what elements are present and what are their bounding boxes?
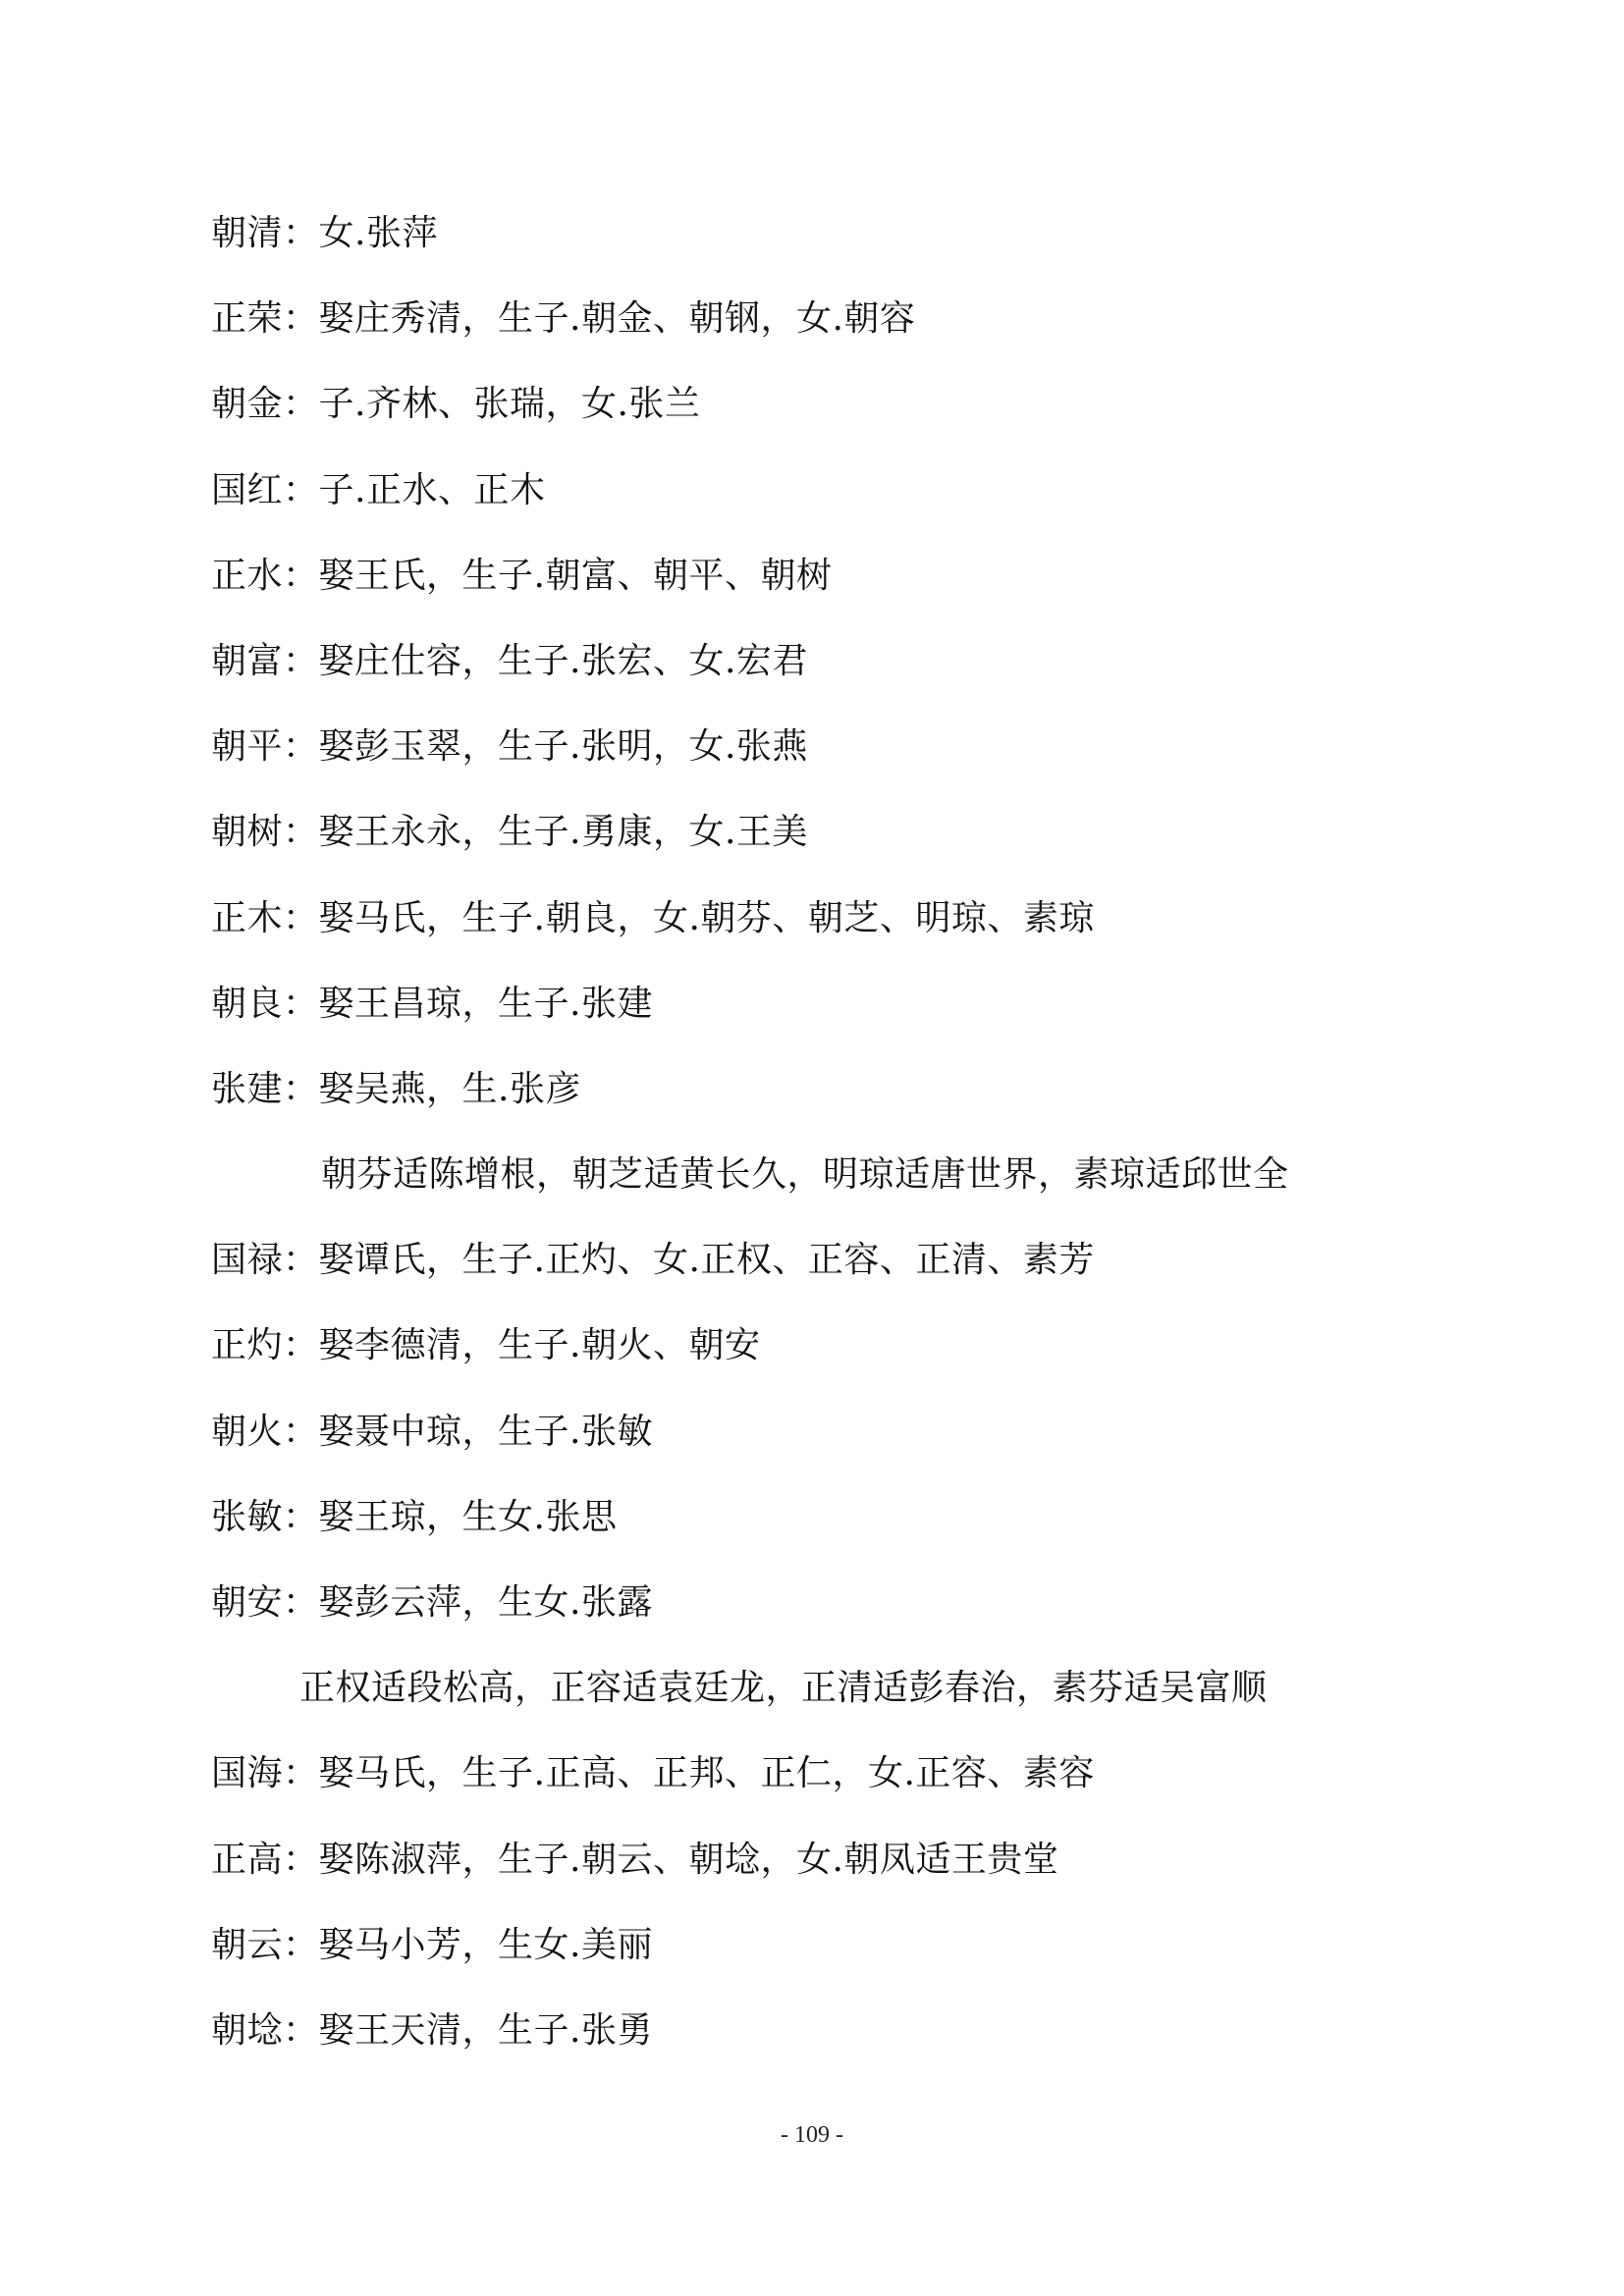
text-line: 张敏：娶王琼，生女.张思: [211, 1496, 618, 1537]
text-line: 正荣：娶庄秀清，生子.朝金、朝钢，女.朝容: [211, 298, 916, 340]
text-line: 朝火：娶聂中琼，生子.张敏: [211, 1411, 653, 1452]
text-line: 正灼：娶李德清，生子.朝火、朝安: [211, 1325, 761, 1366]
text-line: 国海：娶马氏，生子.正高、正邦、正仁，女.正容、素容: [211, 1753, 1095, 1794]
text-line: 朝富：娶庄仕容，生子.张宏、女.宏君: [211, 640, 808, 681]
genealogy-text-body: [211, 204, 1488, 2087]
text-line: 朝埝：娶王天清，生子.张勇: [211, 2009, 653, 2051]
text-line: 朝清：女.张萍: [211, 213, 438, 253]
text-line: 朝树：娶王永永，生子.勇康，女.王美: [211, 812, 808, 853]
marriage-note-line: 正权适段松高，正容适袁廷龙，正清适彭春治，素芬适吴富顺: [299, 1668, 1268, 1709]
text-line: 正水：娶王氏，生子.朝富、朝平、朝树: [211, 555, 833, 596]
page-number: - 109 -: [781, 2122, 843, 2148]
text-line: 国禄：娶谭氏，生子.正灼、女.正权、正容、正清、素芳: [211, 1240, 1095, 1281]
text-line: 朝平：娶彭玉翠，生子.张明，女.张燕: [211, 726, 808, 768]
text-line: 张建：娶吴燕，生.张彦: [211, 1068, 581, 1109]
text-line: 国红：子.正水、正木: [211, 469, 546, 510]
marriage-note-line: 朝芬适陈增根，朝芝适黄长久，明琼适唐世界，素琼适邱世全: [321, 1154, 1289, 1196]
text-line: 朝安：娶彭云萍，生女.张露: [211, 1582, 653, 1623]
text-line: 正木：娶马氏，生子.朝良，女.朝芬、朝芝、明琼、素琼: [211, 897, 1095, 938]
text-line: 朝金：子.齐林、张瑞，女.张兰: [211, 384, 701, 425]
text-line: 正高：娶陈淑萍，生子.朝云、朝埝，女.朝凤适王贵堂: [211, 1839, 1059, 1880]
text-line: 朝云：娶马小芳，生女.美丽: [211, 1924, 653, 1965]
text-line: 朝良：娶王昌琼，生子.张建: [211, 983, 653, 1024]
